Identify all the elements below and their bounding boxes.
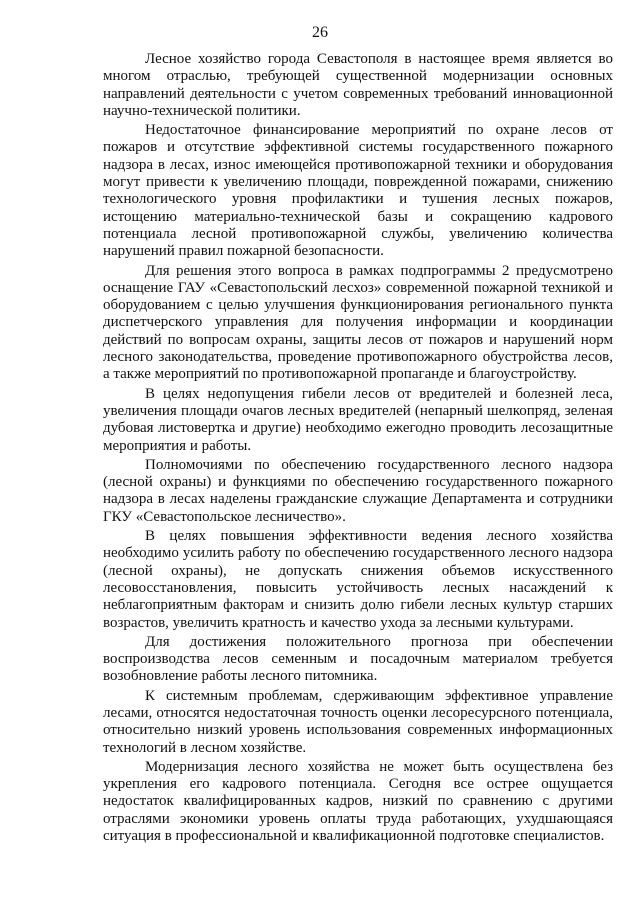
- paragraph-7: Для достижения положительного прогноза при обеспечении воспроизводства лесов семенным и посадочным материалом требуется возобновление работы лесного питомника.: [103, 633, 613, 685]
- paragraph-6: В целях повышения эффективности ведения лесного хозяйства необходимо усилить работу по обеспечению государственного лесного надзора (лесной охраны), не допускать снижения объемов искусственного лесовосстановления, повысить устойчивость лесных насаждений к неблагоприятным факторам и снизить долю гибели лесных культур старших возрастов, увеличить кратность и качество ухода за лесными культурами.: [103, 528, 613, 631]
- document-body: [103, 51, 613, 847]
- paragraph-4: В целях недопущения гибели лесов от вредителей и болезней леса, увеличения площади очагов лесных вредителей (непарный шелкопряд, зеленая дубовая листовертка и другие) необходимо ежегодно проводить лесозащитные мероприятия и работы.: [103, 385, 613, 454]
- paragraph-9: Модернизация лесного хозяйства не может быть осуществлена без укрепления его кадрового потенциала. Сегодня все острее ощущается недостаток квалифицированных кадров, низкий по сравнению с другими отраслями экономики уровень оплаты труда работающих, ухудшающаяся ситуация в профессиональной и квалификационной подготовке специалистов.: [103, 758, 613, 845]
- paragraph-3: Для решения этого вопроса в рамках подпрограммы 2 предусмотрено оснащение ГАУ «Севастопольский лесхоз» современной пожарной техникой и оборудованием с целью улучшения функционирования регионального пункта диспетчерского управления для получения информации и координации действий по вопросам охраны, защиты лесов от пожаров и нарушений норм лесного законодательства, проведение противопожарного обустройства лесов, а также мероприятий по противопожарной пропаганде и благоустройству.: [103, 262, 613, 383]
- page-number: 26: [312, 24, 328, 41]
- paragraph-8: К системным проблемам, сдерживающим эффективное управление лесами, относятся недостаточная точность оценки лесоресурсного потенциала, относительно низкий уровень использования современных информационных технологий в лесном хозяйстве.: [103, 687, 613, 756]
- paragraph-2: Недостаточное финансирование мероприятий по охране лесов от пожаров и отсутствие эффективной системы государственного пожарного надзора в лесах, износ имеющейся противопожарной техники и оборудования могут привести к увеличению площади, поврежденной пожарами, снижению технологического уровня профилактики и тушения лесных пожаров, истощению материально-технической базы и сокращению кадрового потенциала лесной противопожарной службы, увеличению количества нарушений правил пожарной безопасности.: [103, 122, 613, 260]
- paragraph-5: Полномочиями по обеспечению государственного лесного надзора (лесной охраны) и функциями по обеспечению государственного пожарного надзора в лесах наделены гражданские служащие Департамента и сотрудники ГКУ «Севастопольское лесничество».: [103, 456, 613, 525]
- paragraph-1: Лесное хозяйство города Севастополя в настоящее время является во многом отраслью, требующей существенной модернизации основных направлений деятельности с учетом современных требований инновационной научно-технической политики.: [103, 51, 613, 119]
